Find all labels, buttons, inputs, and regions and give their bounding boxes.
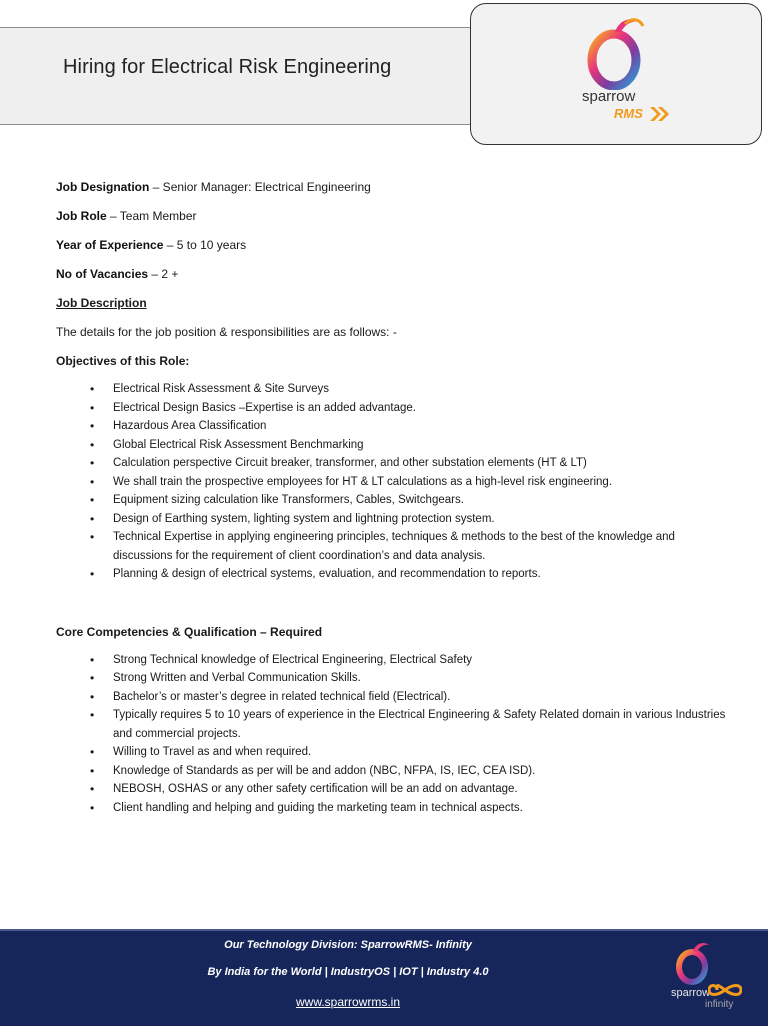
sparrow-infinity-logo-icon [672, 937, 716, 987]
list-item: • Planning & design of electrical systems, evaluation, and recommendation to reports. [56, 565, 736, 584]
list-item: • Design of Earthing system, lighting system and lightning protection system. [56, 510, 736, 529]
logo-rms: RMS [614, 106, 643, 121]
sparrow-logo-icon [581, 12, 651, 90]
field-vacancies: No of Vacancies – 2 + [56, 267, 179, 281]
list-item: • Bachelor’s or master’s degree in related technical field (Electrical). [56, 688, 736, 707]
infinity-icon [708, 981, 742, 999]
footer-banner [0, 929, 768, 1026]
chevron-right-icon [649, 106, 671, 122]
list-item: • Strong Technical knowledge of Electrical Engineering, Electrical Safety [56, 651, 736, 670]
footer-logo-subtitle: infinity [705, 999, 734, 1010]
logo-wordmark: sparrow [582, 88, 636, 105]
list-item: • NEBOSH, OSHAS or any other safety certification will be an add on advantage. [56, 780, 736, 799]
list-item: • Technical Expertise in applying engineering principles, techniques & methods to the best of the knowledge and discussions for the requirement of client coordination’s and data analysis. [56, 528, 736, 565]
list-item: • Typically requires 5 to 10 years of experience in the Electrical Engineering & Safety Related domain in various Industries and commercial projects. [56, 706, 736, 743]
list-item: • We shall train the prospective employees for HT & LT calculations as a high-level risk engineering. [56, 473, 736, 492]
list-item: • Equipment sizing calculation like Transformers, Cables, Switchgears. [56, 491, 736, 510]
list-item: • Electrical Risk Assessment & Site Surveys [56, 380, 736, 399]
list-item: • Willing to Travel as and when required. [56, 743, 736, 762]
field-job-role: Job Role – Team Member [56, 209, 197, 223]
core-competencies-list [56, 651, 736, 818]
footer-tagline: By India for the World | IndustryOS | IOT | Industry 4.0 [207, 966, 489, 978]
list-item: • Hazardous Area Classification [56, 417, 736, 436]
list-item: • Strong Written and Verbal Communication Skills. [56, 669, 736, 688]
job-description-heading: Job Description [56, 296, 147, 310]
logo-box [470, 3, 762, 145]
core-competencies-heading: Core Competencies & Qualification – Required [56, 624, 323, 639]
job-description-intro: The details for the job position & responsibilities are as follows: - [56, 325, 397, 339]
list-item: • Knowledge of Standards as per will be and addon (NBC, NFPA, IS, IEC, CEA ISD). [56, 762, 736, 781]
field-job-designation: Job Designation – Senior Manager: Electrical Engineering [56, 180, 371, 194]
objectives-list [56, 380, 736, 584]
objectives-heading: Objectives of this Role: [56, 354, 190, 368]
field-experience: Year of Experience – 5 to 10 years [56, 238, 247, 252]
list-item: • Global Electrical Risk Assessment Benchmarking [56, 436, 736, 455]
list-item: • Client handling and helping and guiding the marketing team in technical aspects. [56, 799, 736, 818]
page-title: Hiring for Electrical Risk Engineering [63, 56, 392, 78]
list-item: • Calculation perspective Circuit breaker, transformer, and other substation elements (HT & LT) [56, 454, 736, 473]
job-content [56, 178, 736, 817]
footer-division-text: Our Technology Division: SparrowRMS- Infinity [224, 939, 472, 951]
footer-logo-wordmark: sparrow [671, 987, 711, 999]
website-link[interactable]: www.sparrowrms.in [295, 995, 400, 1009]
list-item: • Electrical Design Basics –Expertise is an added advantage. [56, 399, 736, 418]
